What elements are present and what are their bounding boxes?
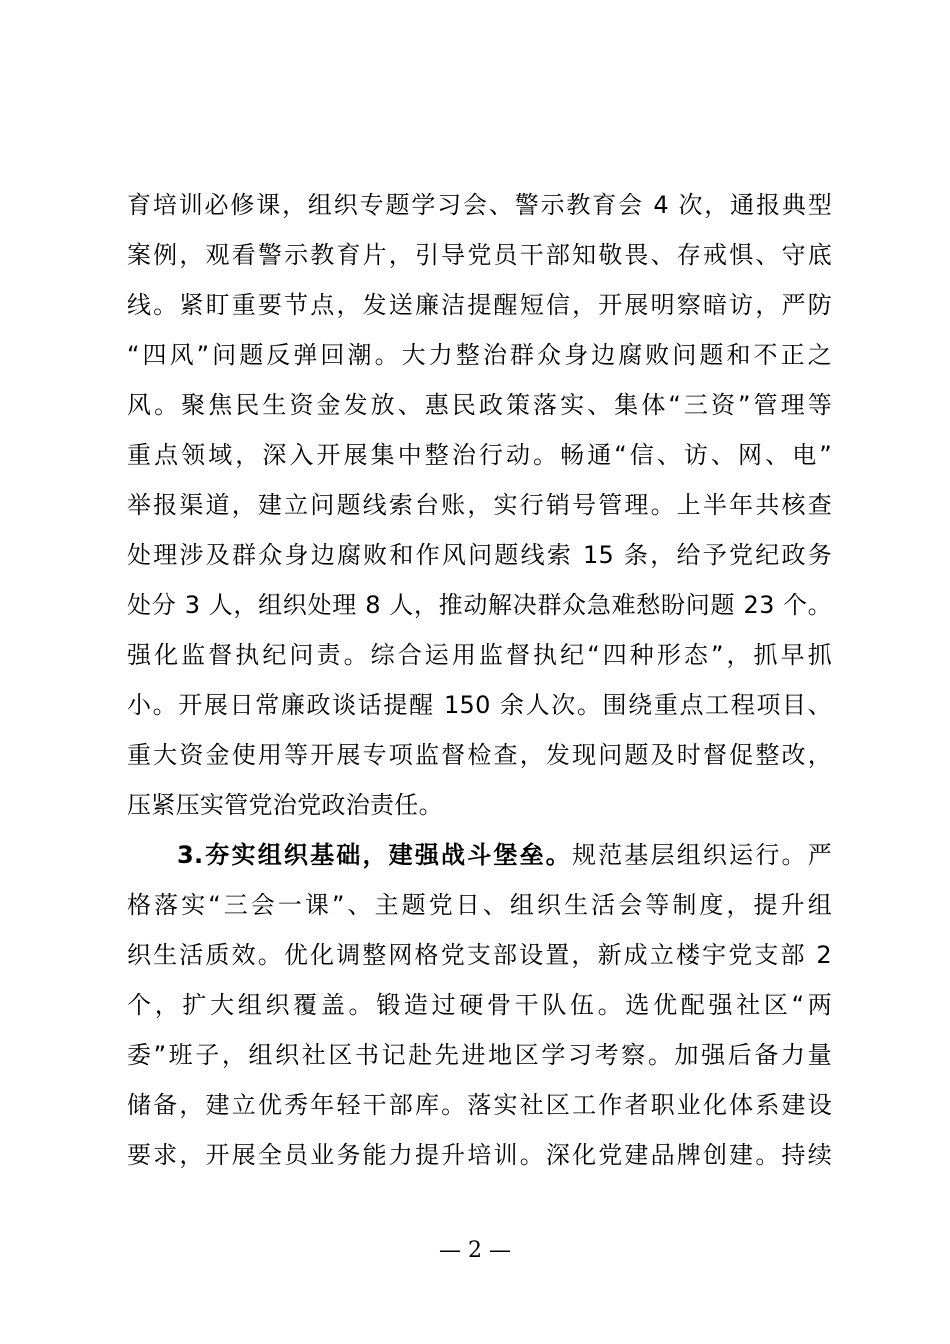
text-line: 处分 3 人，组织处理 8 人，推动解决群众急难愁盼问题 23 个。 <box>127 591 832 619</box>
text-run: 规范基层组织运行。严 <box>571 841 832 869</box>
page-number: — 2 — <box>439 1238 511 1263</box>
text-line: 案例，观看警示教育片，引导党员干部知敬畏、存戒惧、守底 <box>127 241 832 269</box>
text-line: 织生活质效。优化调整网格党支部设置，新成立楼宇党支部 2 <box>127 941 832 969</box>
text-line: 委”班子，组织社区书记赴先进地区学习考察。加强后备力量 <box>127 1041 832 1069</box>
text-line: 重点领域，深入开展集中整治行动。畅通“信、访、网、电” <box>127 441 832 469</box>
paragraph-first-line <box>127 830 832 880</box>
text-line: 格落实“三会一课”、主题党日、组织生活会等制度，提升组 <box>127 891 832 919</box>
text-line: 个，扩大组织覆盖。锻造过硬骨干队伍。选优配强社区“两 <box>127 991 832 1019</box>
text-line: 重大资金使用等开展专项监督检查，发现问题及时督促整改， <box>127 741 832 769</box>
text-line: 处理涉及群众身边腐败和作风问题线索 15 条，给予党纪政务 <box>127 541 832 569</box>
text-line: 线。紧盯重要节点，发送廉洁提醒短信，开展明察暗访，严防 <box>127 291 832 319</box>
text-line: 小。开展日常廉政谈话提醒 150 余人次。围绕重点工程项目、 <box>127 691 832 719</box>
text-line: “四风”问题反弹回潮。大力整治群众身边腐败问题和不正之 <box>127 341 832 369</box>
text-line: 强化监督执纪问责。综合运用监督执纪“四种形态”，抓早抓 <box>127 641 832 669</box>
text-line: 育培训必修课，组织专题学习会、警示教育会 4 次，通报典型 <box>127 191 832 219</box>
text-line: 储备，建立优秀年轻干部库。落实社区工作者职业化体系建设 <box>127 1091 832 1119</box>
text-line: 举报渠道，建立问题线索台账，实行销号管理。上半年共核查 <box>127 491 832 519</box>
text-line: 风。聚焦民生资金发放、惠民政策落实、集体“三资”管理等 <box>127 391 832 419</box>
text-line: 压紧压实管党治党政治责任。 <box>127 791 443 819</box>
text-line: 要求，开展全员业务能力提升培训。深化党建品牌创建。持续 <box>127 1141 832 1169</box>
section-heading: 3.夯实组织基础，建强战斗堡垒。 <box>177 841 572 869</box>
